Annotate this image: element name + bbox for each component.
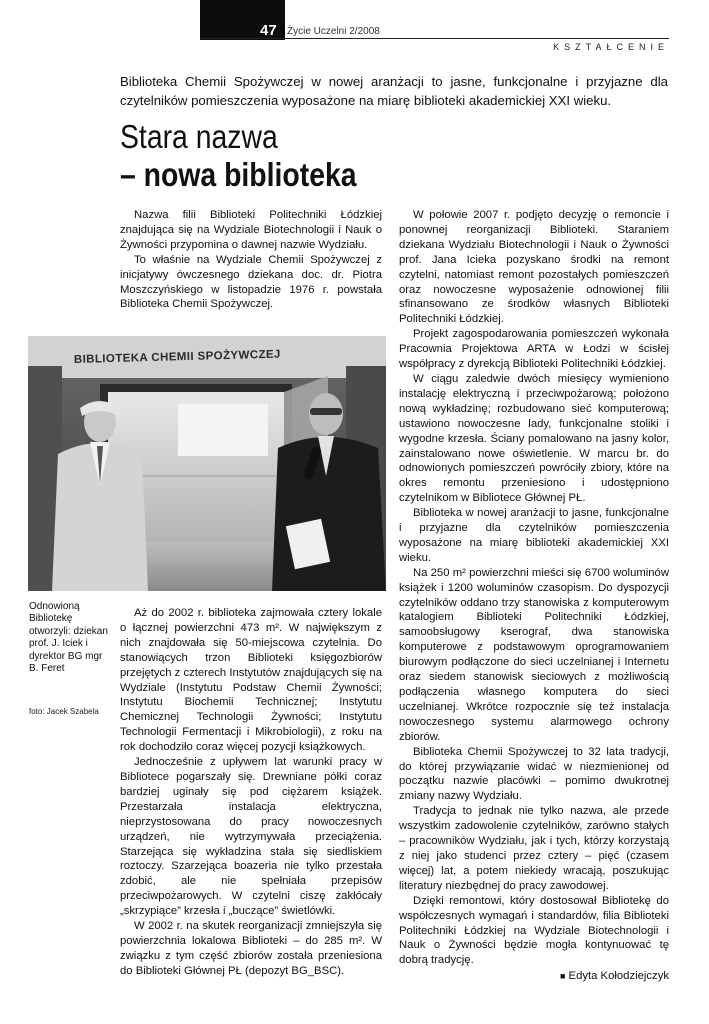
- photo-illustration: [28, 336, 386, 591]
- square-bullet-icon: ■: [559, 971, 566, 982]
- column-right: [399, 208, 669, 984]
- paragraph: Tradycja to jednak nie tylko nazwa, ale przede wszystkim zadowolenie czytelników, zarówno stałych – pracowników Wydziału, jak i tych, którzy korzystają z niej jako studenci przez cztery – pięć (czasem więcej) lat, a potem niekiedy wracają, poszukując literatury niezbędnej do pracy zawodowej.: [399, 805, 669, 892]
- photo-credit: foto: Jacek Szabela: [29, 707, 99, 716]
- article-title-line2: – nowa biblioteka: [120, 156, 357, 193]
- column-left-bottom: [120, 606, 382, 979]
- paragraph: Jednocześnie z upływem lat warunki pracy w Bibliotece pogarszały się. Drewniane półki coraz bardziej uginały się pod ciężarem książek. Przestarzała instalacja elektryczna, nieprzystosowana do pracy nowoczesnych urządzeń, nie wytrzymywała przeciążenia. Starzejąca się wykładzina stała się siedliskiem roztoczy. Szarzejąca boazeria nie tylko przestała zdobić, ale nie spełniała przepisów przeciwpożarowych. W czytelni ciszę zakłócały „skrzypiące” krzesła i „buczące” świetlówki.: [120, 756, 382, 918]
- paragraph: Projekt zagospodarowania pomieszczeń wykonała Pracownia Projektowa ARTA w Łodzi w ścisłej współpracy z dyrekcją Biblioteki Politechniki Łódzkiej.: [399, 328, 669, 371]
- article-title-line1: Stara nazwa: [120, 118, 278, 155]
- photo-caption: Odnowioną Bibliotekę otworzyli: dziekan prof. J. Iciek i dyrektor BG mgr B. Feret: [29, 601, 108, 675]
- page-number: 47: [260, 22, 277, 39]
- paragraph: Biblioteka Chemii Spożywczej to 32 lata tradycji, do której przywiązanie widać w niezmienionej od początku nazwie placówki – pomimo dwukrotnej zmiany nazwy Wydziału.: [399, 745, 669, 803]
- library-opening-photo: [28, 336, 386, 591]
- paragraph: W połowie 2007 r. podjęto decyzję o remoncie i ponownej reorganizacji Biblioteki. Staraniem dziekana Wydziału Biotechnologii i Nauk o Żywności prof. Jana Icieka pozyskano środki na remont czytelni, natomiast remont pozostałych pomieszczeń oraz nowoczesne wyposażenie odnowionej filii sfinansowano ze środków własnych Biblioteki Politechniki Łódzkiej.: [399, 209, 669, 326]
- journal-title: Życie Uczelni 2/2008: [287, 26, 380, 37]
- paragraph: To właśnie na Wydziale Chemii Spożywczej z inicjatywy ówczesnego dziekana doc. dr. Piotra Moszczyńskiego w listopadzie 1976 r. powstała Biblioteka Chemii Spożywczej.: [120, 253, 382, 311]
- paragraph: Dzięki remontowi, który dostosował Bibliotekę do współczesnych wymagań i standardów, filia Biblioteki Politechniki Łódzkiej na Wydziale Biotechnologii i Nauk o Żywności będzie mogła kontynuować tę dobrą tradycję.: [399, 894, 669, 967]
- paragraph: Biblioteka w nowej aranżacji to jasne, funkcjonalne i przyjazne dla czytelników pomieszczenia wyposażone na miarę biblioteki akademickiej XXI wieku.: [399, 507, 669, 564]
- column-left-top: [120, 208, 382, 312]
- header-rule: [200, 38, 669, 39]
- paragraph: Aż do 2002 r. biblioteka zajmowała cztery lokale o łącznej powierzchni 473 m². W największym z nich znajdowała się 50-miejscowa czytelnia. Do stanowiących trzon Biblioteki księgozbiorów przejętych z czterech Instytutów znajdujących się na Wydziale (Instytutu Podstaw Chemii Żywności; Instytutu Biochemii Technicznej; Instytutu Chemicznej Technologii Żywności; Instytutu Technologii Fermentacji i Mikrobiologii), z roku na rok dochodziło coraz więcej pozycji książkowych.: [120, 607, 382, 754]
- paragraph: Na 250 m² powierzchni mieści się 6700 woluminów książek i 1200 woluminów czasopism. Do dyspozycji czytelników oddano trzy stanowiska z komputerowym katalogiem Biblioteki Politechniki Łódzkiej, samoobsługowy kserograf, dwa stanowiska komputerowe z podstawowym oprogramowaniem biurowym podłączone do sieci uczelnianej i Internetu oraz siedem stanowisk sieciowych z możliwością podłączenia własnego komputera do sieci uczelnianej. Wkrótce rozpocznie się też instalacja nowoczesnego systemu alarmowego ochrony zbiorów.: [399, 566, 669, 743]
- lead-paragraph: Biblioteka Chemii Spożywczej w nowej aranżacji to jasne, funkcjonalne i przyjazne dla czytelników pomieszczenia wyposażone na miarę biblioteki akademickiej XXI wieku.: [120, 74, 668, 108]
- paragraph: W 2002 r. na skutek reorganizacji zmniejszyła się powierzchnia lokalowa Biblioteki – do 285 m². W związku z tym część zbiorów została przeniesiona do Biblioteki Głównej PŁ (depozyt BG_BSC).: [120, 920, 382, 977]
- author-name: Edyta Kołodziejczyk: [568, 970, 669, 983]
- author-signature: [399, 969, 669, 984]
- library-sign: BIBLIOTEKA CHEMII SPOŻYWCZEJ: [73, 348, 281, 366]
- paragraph: Nazwa filii Biblioteki Politechniki Łódzkiej znajdująca się na Wydziale Biotechnologii i Nauk o Żywności przypomina o dawnej nazwie Wydziału.: [120, 209, 382, 251]
- section-label: KSZTAŁCENIE: [553, 42, 669, 52]
- paragraph: W ciągu zaledwie dwóch miesięcy wymieniono instalację elektryczną i przeciwpożarową; położono nową wykładzinę; rozbudowano sieć komputerową; ustawiono nowoczesne lady, funkcjonalne stoliki i wygodne krzesła. Ściany pomalowano na jasny kolor, zainstalowano nowe oświetlenie. W marcu br. do odnowionych pomieszczeń powróciły zbiory, które na okres remontu przeniesiono i udostępniono czytelnikom w Bibliotece Głównej PŁ.: [399, 372, 669, 505]
